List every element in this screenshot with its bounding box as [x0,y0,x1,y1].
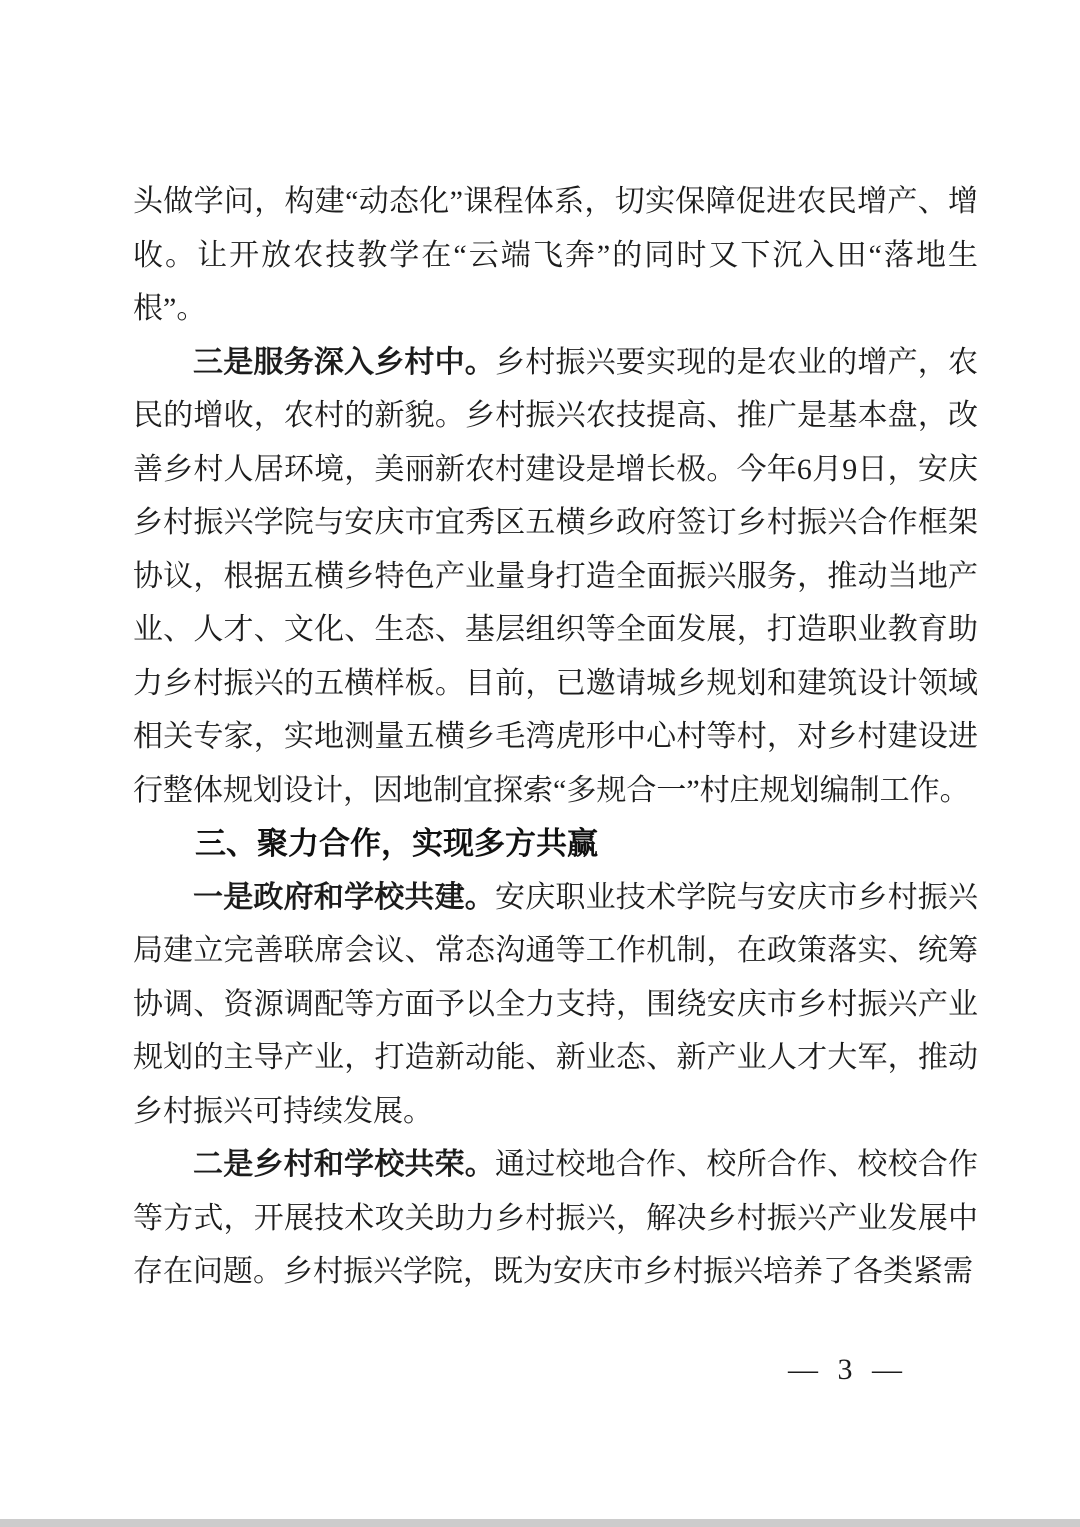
paragraph-text: 头做学问，构建“动态化”课程体系，切实保障促进农民增产、增收。让开放农技教学在“云端飞奔”的同时又下沉入田“落地生根”。 [133,185,978,325]
paragraph-village-school [133,1138,978,1299]
paragraph-lead: 二是乡村和学校共荣。 [193,1148,495,1181]
paragraph-service-rural [133,336,978,818]
paragraph-continuation [133,175,978,336]
paragraph-government-school [133,871,978,1139]
paragraph-lead: 一是政府和学校共建。 [193,880,495,914]
bottom-edge-divider [0,1519,1080,1527]
paragraph-lead: 三是服务深入乡村中。 [193,345,495,379]
paragraph-text: 通过校地合作、校所合作、校校合作等方式，开展技术攻关助力乡村振兴，解决乡村振兴产业发展中存在问题。乡村振兴学院，既为安庆市乡村振兴培养了各类紧需 [133,1148,978,1288]
document-body [133,175,978,1299]
section-heading: 三、聚力合作，实现多方共赢 [195,826,598,861]
page-number: — 3 — [788,1353,908,1386]
paragraph-text: 乡村振兴要实现的是农业的增产，农民的增收，农村的新貌。乡村振兴农技提高、推广是基本盘，改善乡村人居环境，美丽新农村建设是增长极。今年6月9日，安庆乡村振兴学院与安庆市宜秀区五横乡政府签订乡村振兴合作框架协议，根据五横乡特色产业量身打造全面振兴服务，推动当地产业、人才、文化、生态、基层组织等全面发展，打造职业教育助力乡村振兴的五横样板。目前，已邀请城乡规划和建筑设计领域相关专家，实地测量五横乡毛湾虎形中心村等村，对乡村建设进行整体规划设计，因地制宜探索“多规合一”村庄规划编制工作。 [133,345,978,807]
paragraph-text: 安庆职业技术学院与安庆市乡村振兴局建立完善联席会议、常态沟通等工作机制，在政策落实、统筹协调、资源调配等方面予以全力支持，围绕安庆市乡村振兴产业规划的主导产业，打造新动能、新业态、新产业人才大军，推动乡村振兴可持续发展。 [133,880,978,1128]
